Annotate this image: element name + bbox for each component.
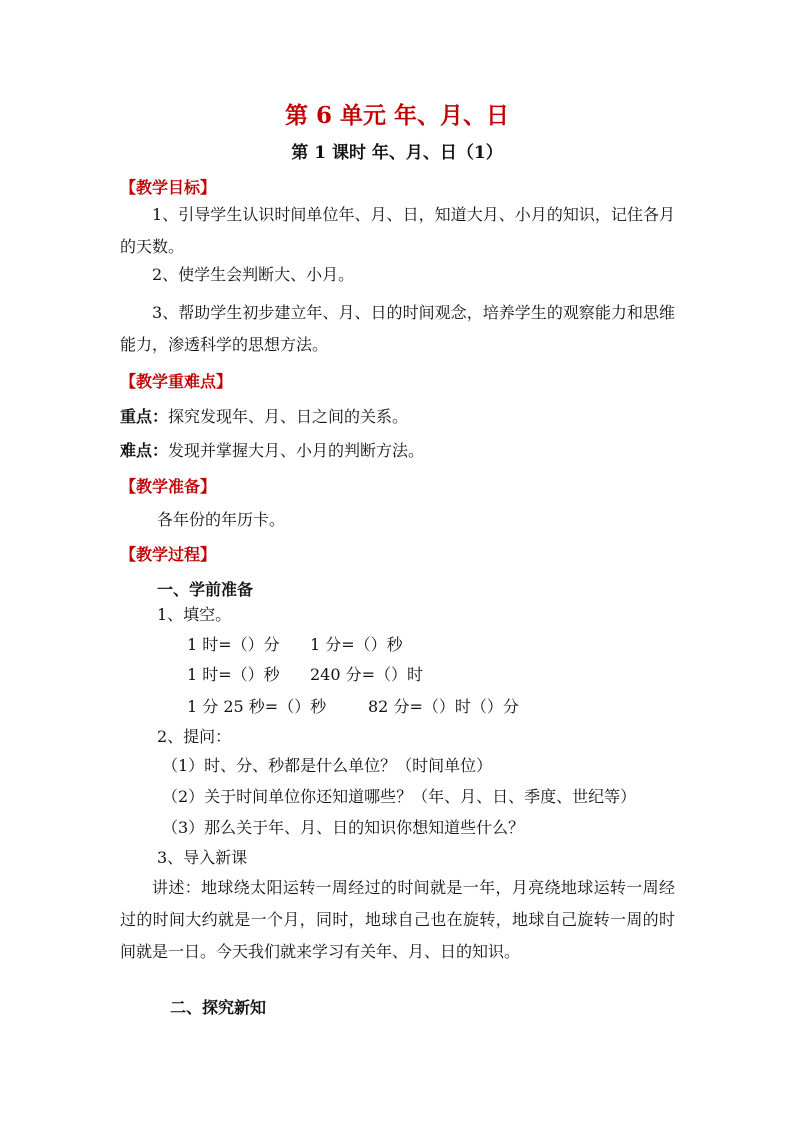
difficult-point: [120, 441, 424, 461]
part2-title: 二、探究新知: [170, 998, 267, 1017]
preparation-text: 各年份的年历卡。: [157, 510, 286, 529]
fill-title: 1、填空。: [157, 605, 232, 624]
goal-item-2: 2、使学生会判断大、小月。: [152, 265, 355, 284]
fill-row-3-a: 1 分 25 秒=（）秒: [187, 697, 327, 716]
key-point: [120, 407, 408, 427]
difficult-point-text: 发现并掌握大月、小月的判断方法。: [168, 441, 425, 460]
key-point-text: 探究发现年、月、日之间的关系。: [168, 407, 409, 426]
fill-row-2-b: 240 分=（）时: [310, 665, 424, 684]
key-point-label: 重点：: [120, 407, 169, 426]
question-2: （2）关于时间单位你还知道哪些？（年、月、日、季度、世纪等）: [162, 787, 637, 806]
intro-title: 3、导入新课: [157, 848, 248, 867]
key-points-heading: 【教学重难点】: [120, 372, 233, 391]
difficult-point-label: 难点：: [120, 441, 169, 460]
goals-heading: 【教学目标】: [120, 178, 217, 197]
unit-title: 第 6 单元 年、月、日: [284, 102, 510, 129]
goal-item-3: 3、帮助学生初步建立年、月、日的时间观念，培养学生的观察能力和思维能力，渗透科学的思想方法。: [120, 303, 675, 354]
fill-row-3-b: 82 分=（）时（）分: [368, 697, 519, 716]
question-1: （1）时、分、秒都是什么单位？（时间单位）: [162, 756, 493, 775]
part1-title: 一、学前准备: [157, 580, 254, 599]
fill-row-1-b: 1 分=（）秒: [310, 635, 403, 654]
preparation-heading: 【教学准备】: [120, 477, 217, 496]
ask-title: 2、提问：: [157, 727, 232, 746]
fill-row-2-a: 1 时=（）秒: [187, 665, 280, 684]
goal-item-1: 1、引导学生认识时间单位年、月、日，知道大月、小月的知识，记住各月的天数。: [120, 205, 675, 256]
question-3: （3）那么关于年、月、日的知识你想知道些什么？: [162, 818, 525, 837]
fill-row-1-a: 1 时=（）分: [187, 635, 280, 654]
process-heading: 【教学过程】: [120, 545, 217, 564]
lesson-subtitle: 第 1 课时 年、月、日（1）: [291, 143, 503, 163]
intro-text: 讲述：地球绕太阳运转一周经过的时间就是一年，月亮绕地球运转一周经过的时间大约就是一个月，同时，地球自己也在旋转，地球自己旋转一周的时间就是一日。今天我们就来学习有关年、月、日的知识。: [120, 878, 675, 961]
